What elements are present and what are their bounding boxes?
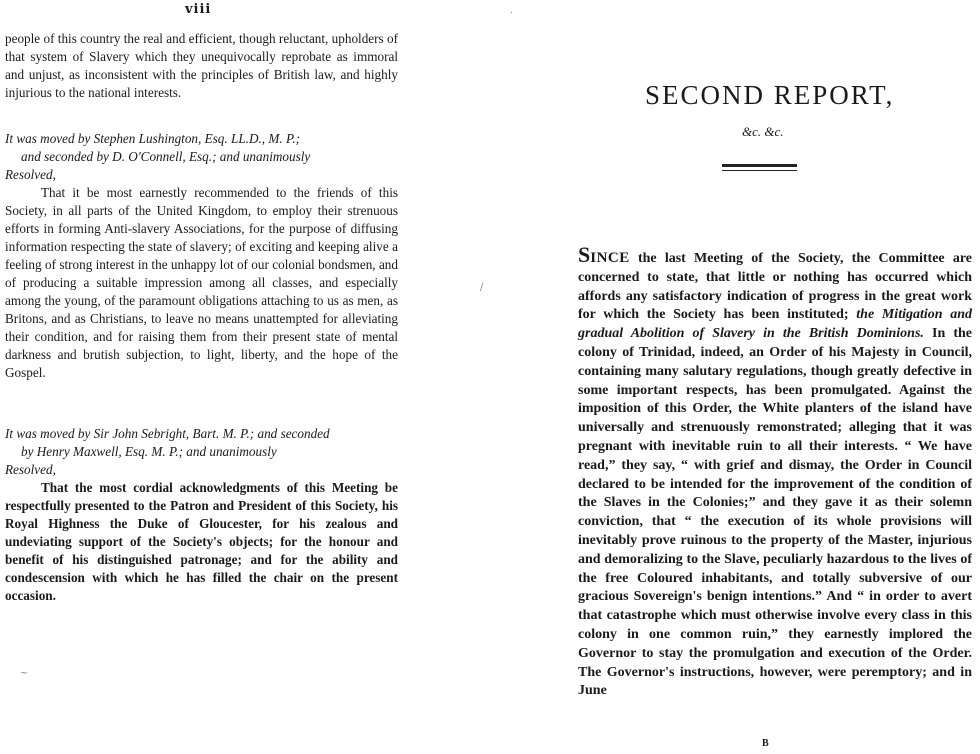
motion-2-resolution-text: That the most cordial acknowledgments of this Meeting be respectfully presented to the Patron and President of this Society, his Royal Highness the Duke of Gloucester, for his zealous and undeviating support of the Society's objects; for the honour and benefit of his distinguished patronage; and for the ability and condescension with which he has filled the chair on the present occasion.	[5, 480, 398, 603]
intro-paragraph-block	[5, 30, 398, 102]
small-caps-word: INCE	[590, 250, 630, 266]
right-page	[490, 0, 980, 754]
title-rule-thin	[722, 170, 797, 171]
intro-paragraph: people of this country the real and efficient, though reluctant, upholders of that system of Slavery which they unequivocally reprobate as immoral and unjust, as inconsistent with the principles of British law, and highly injurious to the national interests.	[5, 31, 398, 100]
signature-mark: B	[762, 738, 769, 749]
drop-cap: S	[578, 242, 591, 267]
report-subtitle: &c. &c.	[742, 124, 784, 139]
title-rule-thick	[722, 164, 797, 167]
ink-speck: /	[480, 282, 484, 293]
page-number: viii	[185, 2, 212, 17]
motion-2-line1: It was moved by Sir John Sebright, Bart. M. P.; and seconded	[5, 426, 330, 441]
motion-1-line1: It was moved by Stephen Lushington, Esq. LL.D., M. P.;	[5, 131, 300, 146]
ink-speck: ·	[510, 8, 514, 19]
body-part-2: In the colony of Trinidad, indeed, an Order of his Majesty in Council, containing many salutary regulations, though greatly defective in some important respects, has been promulgated. Against the imposition of this Order, the White planters of the island have universally and strenuously remonstrated; alleging that it was pregnant with inevitable ruin to all their interests. “ We have read,” they say, “ with grief and dismay, the Order in Council declared to be intended for the improvement of the condition of the Slaves in the Colonies;” and they gave it as their solemn conviction, that “ the execution of its whole provisions will inevitably prove ruinous to the property of the Master, injurious and demoralizing to the Slave, peculiarly hazardous to the lives of the free Coloured inhabitants, and totally subversive of our gracious Sovereign's benign intentions.” And “ in order to avert that catastrophe which must otherwise involve every class in this colony in one common ruin,” they earnestly implored the Governor to stay the promulgation and execution of the Order. The Governor's instructions, however, were peremptory; and in June	[578, 326, 972, 699]
report-paragraph	[578, 242, 972, 701]
motion-2-mover	[5, 425, 398, 461]
motion-1-resolved: Resolved,	[5, 167, 56, 182]
motion-1	[5, 130, 398, 382]
italic-phrase: the Mitigation and gradual Abolition of Slavery in the British Dominions.	[578, 307, 972, 342]
report-title: SECOND REPORT,	[645, 80, 895, 110]
motion-1-resolution-text: That it be most earnestly recommended to the friends of this Society, in all parts of the United Kingdom, to employ their strenuous efforts in forming Anti-slavery Associations, for the purpose of diffusing information respecting the state of slavery; of exciting and keeping alive a feeling of strong interest in the unhappy lot of our colonial bondsmen, and of producing a suitable impression among all classes, and especially among the young, of the paramount obligations attaching to us as men, as Britons, and as Christians, to leave no means unattempted for alleviating their condition, and for raising them from their present state of mental darkness and brutish subjection, to light, liberty, and the hope of the Gospel.	[5, 185, 398, 380]
report-body	[578, 242, 972, 701]
motion-2	[5, 425, 398, 605]
motion-2-resolved: Resolved,	[5, 462, 56, 477]
body-part-1: the last Meeting of the Society, the Committee are concerned to state, that little or nothing has occurred which affords any satisfactory indication of progress in the great work for which the Society has been instituted;	[578, 251, 972, 323]
ink-speck: ~	[20, 668, 29, 679]
motion-1-mover	[5, 130, 398, 166]
motion-2-line2: by Henry Maxwell, Esq. M. P.; and unanimously	[21, 444, 277, 459]
motion-1-line2: and seconded by D. O'Connell, Esq.; and unanimously	[21, 149, 311, 164]
